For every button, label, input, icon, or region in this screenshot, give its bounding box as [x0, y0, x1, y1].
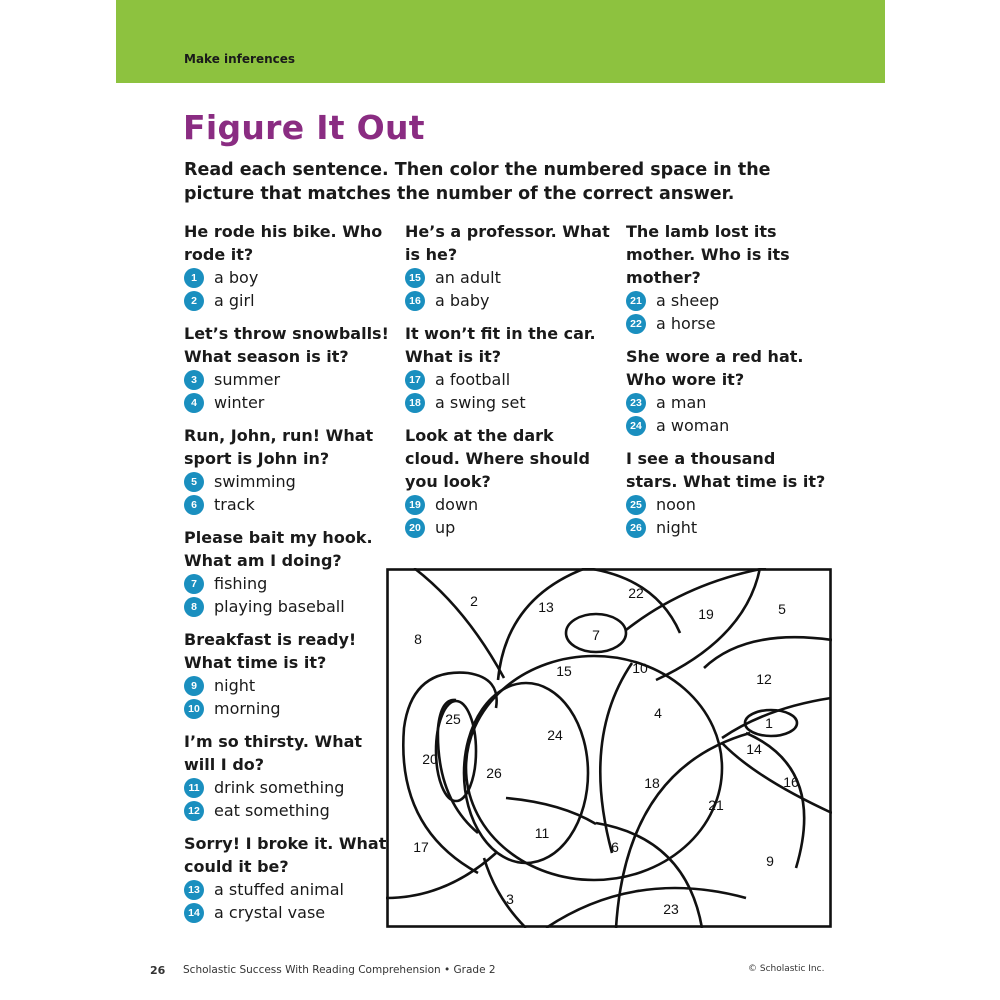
answer-number-badge: 22 [626, 314, 646, 334]
answer-text: a woman [656, 416, 730, 435]
picture-region-label: 18 [644, 775, 660, 791]
page-title: Figure It Out [183, 108, 425, 147]
answer-text: a baby [435, 291, 490, 310]
answer-text: a crystal vase [214, 903, 326, 922]
book-title: Scholastic Success With Reading Comprehension • Grade 2 [183, 964, 496, 976]
answer-text: morning [214, 699, 281, 718]
picture-region-label: 19 [698, 606, 714, 622]
answer-text: night [656, 518, 698, 537]
answer-text: playing baseball [214, 597, 345, 616]
answer-number-badge: 21 [626, 291, 646, 311]
region-border [616, 733, 750, 928]
answer-option [405, 289, 610, 312]
answer-option [626, 493, 831, 516]
question-text: The lamb lost its mother. Who is its mother? [626, 222, 790, 287]
answer-option [184, 289, 389, 312]
answer-option [184, 572, 389, 595]
copyright: © Scholastic Inc. [748, 964, 825, 974]
picture-region-label: 1 [765, 715, 773, 731]
region-border [414, 568, 504, 678]
answer-number-badge: 25 [626, 495, 646, 515]
picture-region-label: 16 [783, 774, 799, 790]
answer-number-badge: 26 [626, 518, 646, 538]
picture-region-label: 4 [654, 705, 662, 721]
region-border [386, 853, 496, 898]
picture-region-label: 15 [556, 663, 572, 679]
picture-region-label: 6 [611, 839, 619, 855]
question-block [184, 220, 389, 312]
answer-text: a swing set [435, 393, 526, 412]
answer-option [626, 414, 831, 437]
question-block [405, 322, 610, 414]
answer-number-badge: 20 [405, 518, 425, 538]
answer-text: noon [656, 495, 696, 514]
answer-option [184, 368, 389, 391]
color-by-number-picture [386, 568, 832, 928]
picture-frame [388, 570, 831, 927]
answer-text: a football [435, 370, 511, 389]
answer-text: a man [656, 393, 707, 412]
answer-text: down [435, 495, 479, 514]
question-block [184, 730, 389, 822]
question-text: She wore a red hat. Who wore it? [626, 347, 804, 389]
answer-option [184, 391, 389, 414]
answer-number-badge: 2 [184, 291, 204, 311]
skill-label: Make inferences [184, 52, 296, 66]
answer-number-badge: 14 [184, 903, 204, 923]
answer-option [184, 799, 389, 822]
footer [0, 964, 1000, 982]
picture-region-label: 26 [486, 765, 502, 781]
instructions: Read each sentence. Then color the numbered space in the picture that matches the number of the correct answer. [184, 160, 771, 204]
picture-region-label: 21 [708, 797, 724, 813]
picture-region-label: 25 [445, 711, 461, 727]
picture-region-label: 23 [663, 901, 679, 917]
question-block [405, 220, 610, 312]
answer-text: winter [214, 393, 265, 412]
picture-region-label: 22 [628, 585, 644, 601]
header-banner [116, 0, 885, 83]
answer-number-badge: 23 [626, 393, 646, 413]
answer-option [184, 595, 389, 618]
answer-option [405, 391, 610, 414]
answer-option [626, 289, 831, 312]
question-text: I’m so thirsty. What will I do? [184, 732, 363, 774]
answer-number-badge: 4 [184, 393, 204, 413]
question-text: He’s a professor. What is he? [405, 222, 610, 264]
picture-region-label: 11 [534, 825, 550, 841]
answer-number-badge: 10 [184, 699, 204, 719]
answer-text: fishing [214, 574, 268, 593]
question-block [184, 628, 389, 720]
region-border [484, 858, 526, 928]
answer-text: an adult [435, 268, 501, 287]
answer-text: a girl [214, 291, 255, 310]
region-border [626, 568, 766, 630]
picture-region-label: 5 [778, 601, 786, 617]
answer-option [184, 697, 389, 720]
answer-option [184, 470, 389, 493]
question-text: I see a thousand stars. What time is it? [626, 449, 826, 491]
answer-text: a stuffed animal [214, 880, 344, 899]
answer-number-badge: 17 [405, 370, 425, 390]
answer-option [405, 493, 610, 516]
question-text: Look at the dark cloud. Where should you look? [405, 426, 590, 491]
answer-text: a horse [656, 314, 716, 333]
question-column-3 [626, 220, 831, 549]
answer-number-badge: 12 [184, 801, 204, 821]
answer-option [184, 674, 389, 697]
answer-text: eat something [214, 801, 330, 820]
picture-region-label: 17 [413, 839, 429, 855]
question-text: He rode his bike. Who rode it? [184, 222, 383, 264]
answer-number-badge: 11 [184, 778, 204, 798]
answer-text: night [214, 676, 256, 695]
answer-number-badge: 6 [184, 495, 204, 515]
question-block [184, 424, 389, 516]
question-block [626, 345, 831, 437]
answer-number-badge: 19 [405, 495, 425, 515]
question-block [405, 424, 610, 539]
answer-text: summer [214, 370, 281, 389]
question-text: Please bait my hook. What am I doing? [184, 528, 373, 570]
answer-option [184, 901, 389, 924]
picture-region-label: 14 [746, 741, 762, 757]
answer-text: drink something [214, 778, 345, 797]
answer-option [184, 266, 389, 289]
question-column-2 [405, 220, 610, 549]
region-border [546, 888, 746, 928]
answer-number-badge: 8 [184, 597, 204, 617]
picture-region-label: 20 [422, 751, 438, 767]
answer-number-badge: 5 [184, 472, 204, 492]
picture-region-label: 24 [547, 727, 563, 743]
region-border [722, 698, 831, 738]
question-text: Run, John, run! What sport is John in? [184, 426, 374, 468]
region-border [704, 637, 832, 668]
answer-number-badge: 13 [184, 880, 204, 900]
answer-option [405, 516, 610, 539]
picture-region-label: 8 [414, 631, 422, 647]
picture-region-label: 3 [506, 891, 514, 907]
question-column-1 [184, 220, 389, 934]
question-block [184, 832, 389, 924]
answer-number-badge: 16 [405, 291, 425, 311]
answer-option [405, 266, 610, 289]
page-number: 26 [150, 964, 166, 977]
answer-option [184, 493, 389, 516]
answer-option [626, 391, 831, 414]
answer-option [626, 312, 831, 335]
picture-region-label: 13 [538, 599, 554, 615]
question-text: Breakfast is ready! What time is it? [184, 630, 357, 672]
answer-text: up [435, 518, 456, 537]
answer-option [626, 516, 831, 539]
answer-text: a sheep [656, 291, 720, 310]
picture-region-label: 9 [766, 853, 774, 869]
picture-region-label: 7 [592, 627, 600, 643]
region-border [464, 683, 588, 863]
answer-option [184, 878, 389, 901]
answer-text: track [214, 495, 255, 514]
question-block [626, 220, 831, 335]
question-text: Let’s throw snowballs! What season is it? [184, 324, 389, 366]
answer-number-badge: 7 [184, 574, 204, 594]
picture-region-label: 12 [756, 671, 772, 687]
picture-region-label: 2 [470, 593, 478, 609]
answer-number-badge: 3 [184, 370, 204, 390]
answer-number-badge: 15 [405, 268, 425, 288]
answer-option [184, 776, 389, 799]
answer-option [405, 368, 610, 391]
answer-number-badge: 9 [184, 676, 204, 696]
question-block [626, 447, 831, 539]
question-text: It won’t fit in the car. What is it? [405, 324, 596, 366]
picture-region-label: 10 [632, 660, 648, 676]
question-block [184, 322, 389, 414]
answer-text: a boy [214, 268, 259, 287]
answer-text: swimming [214, 472, 296, 491]
answer-number-badge: 24 [626, 416, 646, 436]
answer-number-badge: 18 [405, 393, 425, 413]
answer-number-badge: 1 [184, 268, 204, 288]
question-text: Sorry! I broke it. What could it be? [184, 834, 387, 876]
question-block [184, 526, 389, 618]
region-border [498, 568, 586, 680]
